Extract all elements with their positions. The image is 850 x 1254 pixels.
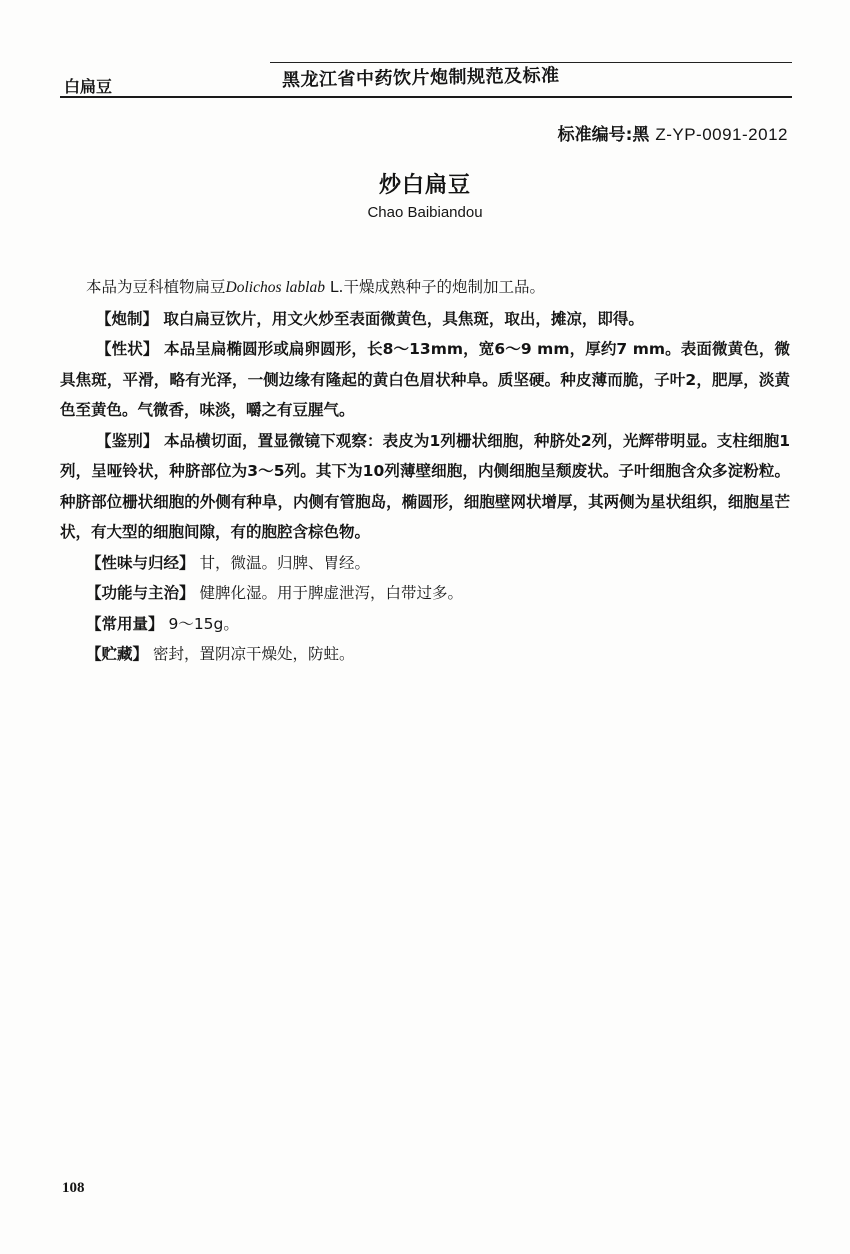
processing-section <box>60 304 790 335</box>
processing-label: 【炮制】 <box>96 309 159 328</box>
function-text: 健脾化湿。用于脾虚泄泻，白带过多。 <box>199 584 463 602</box>
storage-label: 【贮藏】 <box>86 645 149 663</box>
storage-section <box>60 639 790 670</box>
identification-label: 【鉴别】 <box>96 431 159 450</box>
function-section <box>60 578 790 609</box>
standard-number-value: Z-YP-0091-2012 <box>655 125 788 144</box>
latin-name: Dolichos lablab <box>225 279 325 296</box>
processing-text: 取白扁豆饮片，用文火炒至表面微黄色，具焦斑，取出，摊凉，即得。 <box>163 309 644 328</box>
identification-section <box>60 426 790 548</box>
nature-label: 【性味与归经】 <box>86 553 195 572</box>
running-header-title: 黑龙江省中药饮片炮制规范及标准 <box>281 65 560 91</box>
dosage-section <box>60 609 790 640</box>
header-bottom-rule <box>60 96 792 98</box>
dosage-text: 9～15g。 <box>168 614 239 633</box>
running-header-entry: 白扁豆 <box>64 77 113 96</box>
monograph-title: 炒白扁豆 <box>378 173 471 198</box>
characters-label: 【性状】 <box>96 340 159 358</box>
monograph-pinyin-title: Chao Baibiandou <box>367 204 483 221</box>
page-number: 108 <box>62 1180 85 1196</box>
standard-number-label: 标准编号:黑 <box>557 125 650 145</box>
intro-paragraph <box>60 272 790 304</box>
nature-section <box>60 548 790 579</box>
identification-text: 本品横切面，置显微镜下观察：表皮为1列栅状细胞，种脐处2列，光辉带明显。支柱细胞1列，呈哑铃状，种脐部位为3～5列。其下为10列薄壁细胞，内侧细胞呈颓废状。子叶细胞含众多淀粉粒。种脐部位栅状细胞的外侧有种阜，内侧有管胞岛，椭圆形，细胞壁网状增厚，其两侧为星状组织，细胞星芒状，有大型的细胞间隙，有的胞腔含棕色物。 <box>60 431 790 541</box>
dosage-label: 【常用量】 <box>86 614 164 633</box>
intro-text-before: 本品为豆科植物扁豆 <box>86 278 226 296</box>
monograph-body <box>60 272 790 670</box>
characters-text: 本品呈扁椭圆形或扁卵圆形，长8～13mm，宽6～9 mm，厚约7 mm。表面微黄色，微具焦斑，平滑，略有光泽，一侧边缘有隆起的黄白色眉状种阜。质坚硬。种皮薄而脆，子叶2，肥厚，淡黄色至黄色。气微香，味淡，嚼之有豆腥气。 <box>60 340 790 419</box>
standard-number <box>558 120 788 145</box>
intro-text-after: L.干燥成熟种子的炮制加工品。 <box>324 278 545 296</box>
nature-text: 甘，微温。归脾、胃经。 <box>199 553 370 572</box>
characters-section <box>60 334 790 426</box>
function-label: 【功能与主治】 <box>86 584 195 602</box>
storage-text: 密封，置阴凉干燥处，防蛀。 <box>152 645 355 663</box>
